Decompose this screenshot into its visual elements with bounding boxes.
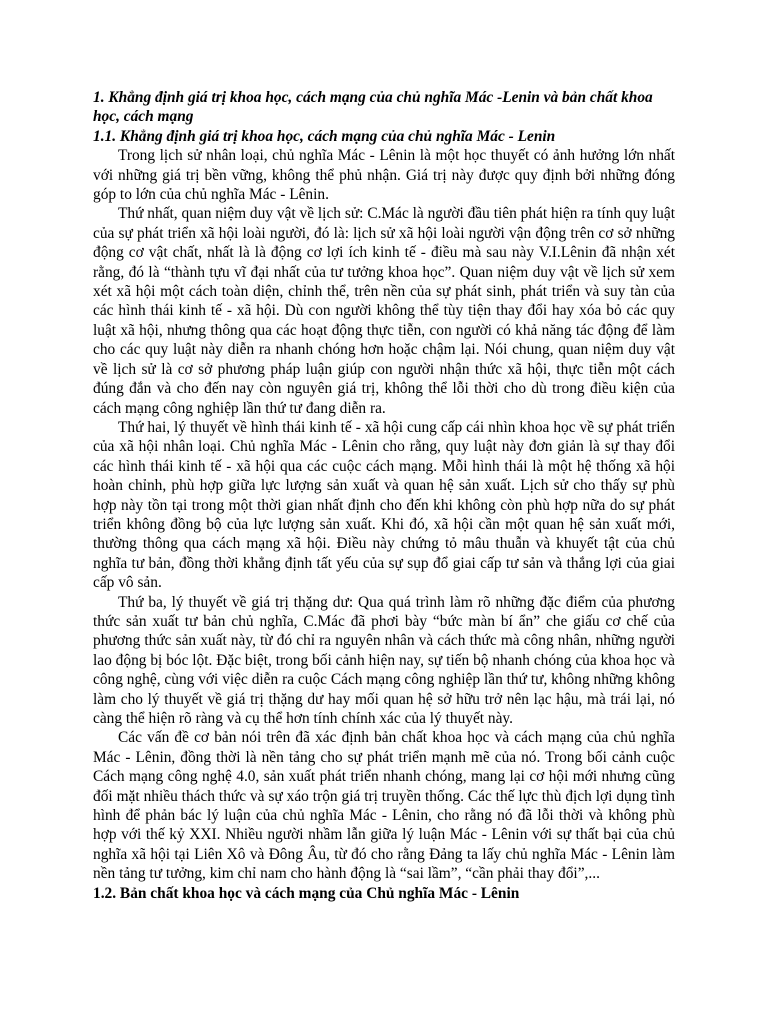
section-heading-1: 1. Khẳng định giá trị khoa học, cách mạng của chủ nghĩa Mác -Lenin và bản chất khoa học, cách mạng: [93, 89, 653, 126]
paragraph-intro: Trong lịch sử nhân loại, chủ nghĩa Mác - Lênin là một học thuyết có ảnh hưởng lớn nhất với những giá trị bền vững, không thể phủ nhận. Giá trị này được quy định bởi những đóng góp to lớn của chủ nghĩa Mác - Lênin.: [93, 147, 675, 204]
paragraph-third: Thứ ba, lý thuyết về giá trị thặng dư: Qua quá trình làm rõ những đặc điểm của phương thức sản xuất tư bản chủ nghĩa, C.Mác đã phơi bày “bức màn bí ẩn” che giấu cơ chế của phương thức sản xuất này, từ đó chỉ ra nguyên nhân và cách thức mà công nhân, những người lao động bị bóc lột. Đặc biệt, trong bối cảnh hiện nay, sự tiến bộ nhanh chóng của khoa học và công nghệ, cùng với việc diễn ra cuộc Cách mạng công nghiệp lần thứ tư, không những không làm cho lý thuyết về giá trị thặng dư hay mối quan hệ sở hữu trở nên lạc hậu, mà trái lại, nó càng thể hiện rõ ràng và cụ thể hơn tính chính xác của lý thuyết này.: [93, 593, 675, 727]
paragraph-summary: Các vấn đề cơ bản nói trên đã xác định bản chất khoa học và cách mạng của chủ nghĩa Mác - Lênin, đồng thời là nền tảng cho sự phát triển mạnh mẽ của nó. Trong bối cảnh cuộc Cách mạng công nghệ 4.0, sản xuất phát triển nhanh chóng, mang lại cơ hội mới nhưng cũng đối mặt nhiều thách thức và sự xáo trộn giá trị truyền thống. Các thế lực thù địch lợi dụng tình hình để phản bác lý luận của chủ nghĩa Mác - Lênin, cho rằng nó đã lỗi thời và không phù hợp với thế kỷ XXI. Nhiều người nhầm lẫn giữa lý luận Mác - Lênin với sự thất bại của chủ nghĩa xã hội tại Liên Xô và Đông Âu, từ đó cho rằng Đảng ta lấy chủ nghĩa Mác - Lênin làm nền tảng tư tưởng, kim chỉ nam cho hành động là “sai lầm”, “cần phải thay đổi”,...: [93, 729, 675, 883]
section-heading-1-1: 1.1. Khẳng định giá trị khoa học, cách mạng của chủ nghĩa Mác - Lenin: [93, 127, 556, 145]
paragraph-first: Thứ nhất, quan niệm duy vật về lịch sử: C.Mác là người đầu tiên phát hiện ra tính quy luật của sự phát triển xã hội loài người, đó là: lịch sử xã hội loài người vận động trên cơ sở những động cơ vật chất, nhất là là động cơ lợi ích kinh tế - điều mà sau này V.I.Lênin đã nhận xét rằng, đó là “thành tựu vĩ đại nhất của tư tưởng khoa học”. Quan niệm duy vật về lịch sử xem xét xã hội một cách toàn diện, chỉnh thể, trên nền của sự phát sinh, phát triển và suy tàn của các hình thái kinh tế - xã hội. Dù con người không thể tùy tiện thay đổi hay xóa bỏ các quy luật xã hội, nhưng thông qua các hoạt động thực tiễn, con người có khả năng tác động để làm cho các quy luật này diễn ra nhanh chóng hơn hoặc chậm lại. Nói chung, quan niệm duy vật về lịch sử là cơ sở phương pháp luận giúp con người nhận thức xã hội, thực tiễn một cách đúng đắn và cho đến nay còn nguyên giá trị, không thể lỗi thời cho dù trong điều kiện của cách mạng công nghiệp lần thứ tư đang diễn ra.: [93, 205, 675, 417]
section-heading-1-2: 1.2. Bản chất khoa học và cách mạng của Chủ nghĩa Mác - Lênin: [93, 884, 520, 902]
paragraph-second: Thứ hai, lý thuyết về hình thái kinh tế - xã hội cung cấp cái nhìn khoa học về sự phát triển của xã hội nhân loại. Chủ nghĩa Mác - Lênin cho rằng, quy luật này đơn giản là sự thay đổi các hình thái kinh tế - xã hội qua các cuộc cách mạng. Mỗi hình thái là một hệ thống xã hội hoàn chỉnh, phù hợp giữa lực lượng sản xuất và quan hệ sản xuất. Lịch sử cho thấy sự phù hợp này tồn tại trong một thời gian nhất định cho đến khi không còn phù hợp nữa do sự phát triển không đồng bộ của lực lượng sản xuất. Khi đó, xã hội cần một quan hệ sản xuất mới, thường thông qua cách mạng xã hội. Điều này chứng tỏ mâu thuẫn và khuyết tật của chủ nghĩa tư bản, đồng thời khẳng định tất yếu của sự sụp đổ giai cấp tư sản và thắng lợi của giai cấp vô sản.: [93, 418, 675, 592]
